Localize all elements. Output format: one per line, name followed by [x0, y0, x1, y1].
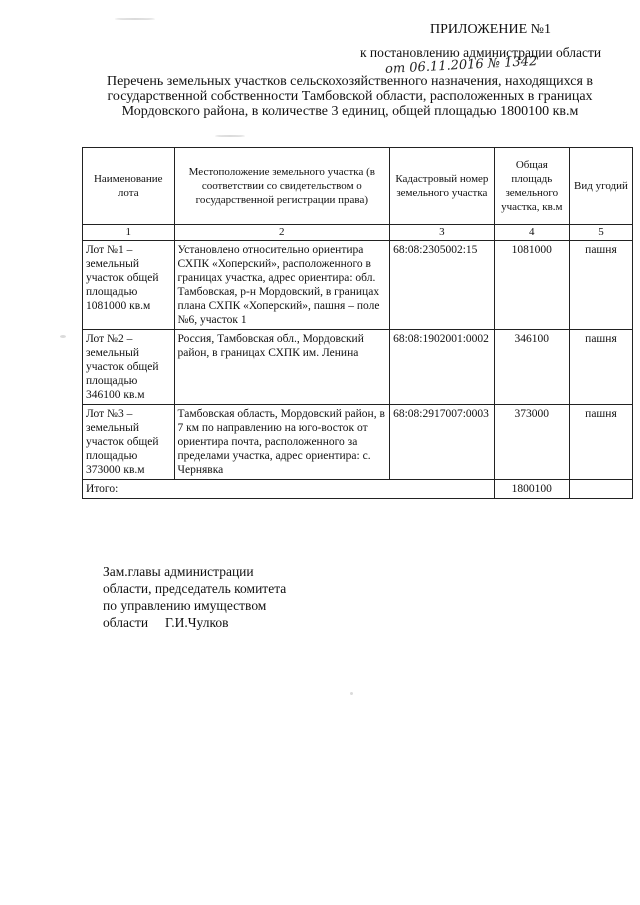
lot-name-cell: Лот №2 – земельный участок общей площадью 346100 кв.м — [83, 330, 175, 405]
signature-line: по управлению имуществом — [103, 598, 267, 613]
header-lot-name: Наименование лота — [83, 148, 175, 225]
document-title: Перечень земельных участков сельскохозяйственного назначения, находящихся в государственной собственности Тамбовской области, расположенных в границах Мордовского района, в количестве 3 единиц, общей площадью 1800100 кв.м — [106, 74, 594, 119]
handwritten-date-number: от 06.11.2016 № 1342 — [384, 54, 538, 77]
total-empty-cell — [569, 480, 632, 499]
total-label: Итого: — [83, 480, 495, 499]
column-number: 3 — [390, 225, 495, 241]
signature-line: Зам.главы администрации — [103, 564, 254, 579]
appendix-title: ПРИЛОЖЕНИЕ №1 — [430, 22, 551, 37]
lot-name-cell: Лот №3 – земельный участок общей площадью 373000 кв.м — [83, 405, 175, 480]
column-number: 1 — [83, 225, 175, 241]
column-number-row — [83, 225, 633, 241]
table-header-row — [83, 148, 633, 225]
land-plots-table — [82, 147, 633, 499]
land-type-cell: пашня — [569, 330, 632, 405]
signature-block — [103, 563, 286, 631]
land-type-cell: пашня — [569, 241, 632, 330]
area-cell: 373000 — [494, 405, 569, 480]
total-value: 1800100 — [494, 480, 569, 499]
header-area: Общая площадь земельного участка, кв.м — [494, 148, 569, 225]
table-row — [83, 330, 633, 405]
cadastral-cell: 68:08:2917007:0003 — [390, 405, 495, 480]
total-row — [83, 480, 633, 499]
table-row — [83, 241, 633, 330]
table-row — [83, 405, 633, 480]
cadastral-cell: 68:08:2305002:15 — [390, 241, 495, 330]
scan-speck — [60, 335, 66, 338]
area-cell: 346100 — [494, 330, 569, 405]
area-cell: 1081000 — [494, 241, 569, 330]
header-land-type: Вид угодий — [569, 148, 632, 225]
column-number: 2 — [174, 225, 390, 241]
location-cell: Россия, Тамбовская обл., Мордовский район, в границах СХПК им. Ленина — [174, 330, 390, 405]
location-cell: Установлено относительно ориентира СХПК «Хоперский», расположенного в границах участка, адрес ориентира: обл. Тамбовская, р-н Мордовский, в границах плана СХПК «Хоперский», пашня – поле №6, участок 1 — [174, 241, 390, 330]
header-cadastral-number: Кадастровый номер земельного участка — [390, 148, 495, 225]
column-number: 4 — [494, 225, 569, 241]
column-number: 5 — [569, 225, 632, 241]
scan-speck — [350, 692, 353, 695]
signature-line: области, председатель комитета — [103, 581, 287, 596]
lot-name-cell: Лот №1 – земельный участок общей площадью 1081000 кв.м — [83, 241, 175, 330]
appendix-reference: к постановлению администрации области — [360, 45, 602, 60]
land-type-cell: пашня — [569, 405, 632, 480]
header-location: Местоположение земельного участка (в соответствии со свидетельством о государственной регистрации права) — [174, 148, 390, 225]
signer-name: области Г.И.Чулков — [103, 615, 229, 630]
cadastral-cell: 68:08:1902001:0002 — [390, 330, 495, 405]
location-cell: Тамбовская область, Мордовский район, в 7 км по направлению на юго-восток от ориентира почта, расположенного за пределами участка, адрес ориентира: с. Чернявка — [174, 405, 390, 480]
scan-speck — [115, 18, 155, 20]
scan-speck — [215, 135, 245, 137]
